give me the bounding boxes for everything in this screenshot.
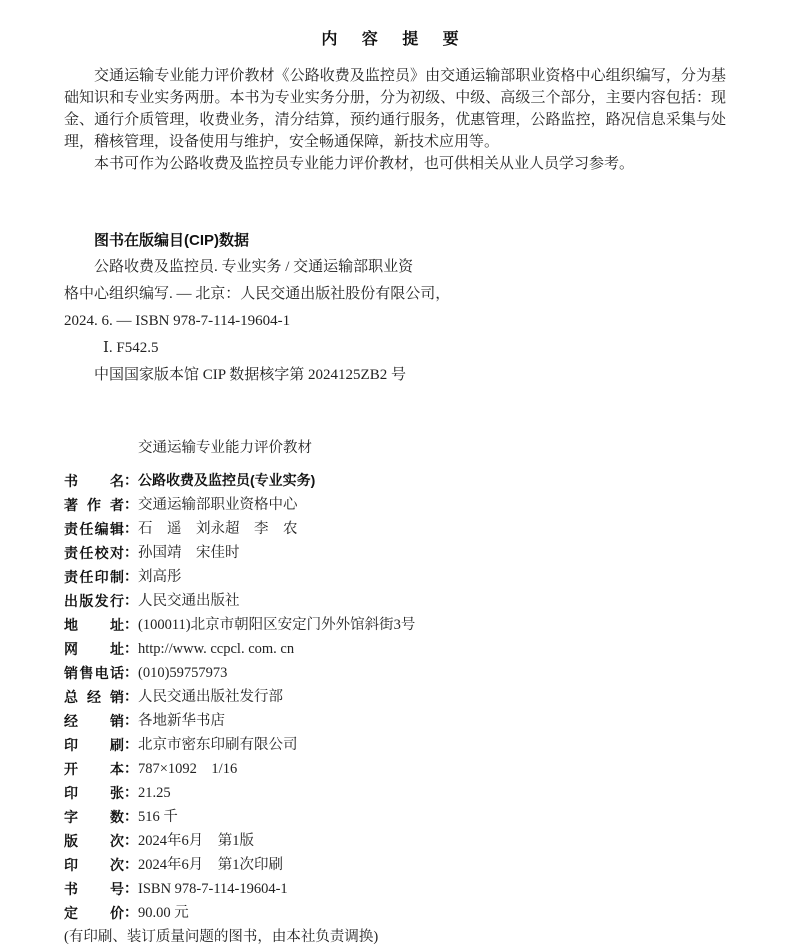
publication-label: 印张 — [64, 785, 124, 801]
publication-label: 书名 — [64, 473, 124, 489]
publication-label: 经销 — [64, 713, 124, 729]
publication-value: 各地新华书店 — [138, 713, 225, 729]
cip-line: 公路收费及监控员. 专业实务 / 交通运输部职业资 — [94, 259, 414, 275]
publication-row — [64, 829, 726, 853]
publication-row — [64, 805, 726, 829]
publication-row — [64, 901, 726, 925]
publication-label: 责任编辑 — [64, 521, 124, 537]
label-colon: ： — [124, 664, 138, 680]
publication-value: 交通运输部职业资格中心 — [138, 497, 298, 513]
publication-label: 责任校对 — [64, 545, 124, 561]
publication-info-list — [64, 469, 726, 925]
label-colon: ： — [124, 736, 138, 752]
label-colon: ： — [124, 568, 138, 584]
publication-label: 定价 — [64, 905, 124, 921]
summary-paragraph: 本书可作为公路收费及监控员专业能力评价教材，也可供相关从业人员学习参考。 — [94, 156, 635, 172]
publication-value: 516 千 — [138, 809, 178, 825]
publication-value: 北京市密东印刷有限公司 — [138, 737, 298, 753]
publication-row — [64, 517, 726, 541]
label-colon: ： — [124, 832, 138, 848]
publication-row — [64, 613, 726, 637]
publication-row — [64, 757, 726, 781]
publication-row — [64, 853, 726, 877]
label-colon: ： — [124, 760, 138, 776]
label-colon: ： — [124, 616, 138, 632]
label-colon: ： — [124, 472, 138, 488]
publication-value: 人民交通出版社发行部 — [138, 689, 283, 705]
publication-label: 地址 — [64, 617, 124, 633]
cip-line: 中国国家版本馆 CIP 数据核字第 2024125ZB2 号 — [94, 367, 406, 383]
label-colon: ： — [124, 520, 138, 536]
quality-note: (有印刷、装订质量问题的图书，由本社负责调换) — [64, 929, 379, 945]
summary-title: 内 容 提 要 — [321, 31, 469, 48]
label-colon: ： — [124, 592, 138, 608]
cip-line: 2024. 6. — ISBN 978-7-114-19604-1 — [64, 313, 291, 329]
label-colon: ： — [124, 688, 138, 704]
publication-value: 刘高彤 — [138, 569, 182, 585]
publication-row — [64, 685, 726, 709]
publication-row — [64, 589, 726, 613]
publication-value: (010)59757973 — [138, 665, 228, 681]
publication-value: 90.00 元 — [138, 905, 189, 921]
summary-paragraph: 交通运输专业能力评价教材《公路收费及监控员》由交通运输部职业资格中心组织编写，分为基础知识和专业实务两册。本书为专业实务分册，分为初级、中级、高级三个部分，主要内容包括：现金、通行介质管理，收费业务，清分结算，预约通行服务，优惠管理，公路监控，路况信息采集与处理，稽核管理，设备使用与维护，安全畅通保障，新技术应用等。 — [64, 68, 726, 150]
publication-row — [64, 661, 726, 685]
publication-label: 开本 — [64, 761, 124, 777]
publication-label: 销售电话 — [64, 665, 124, 681]
publication-value: (100011)北京市朝阳区安定门外外馆斜街3号 — [138, 617, 416, 633]
publication-row — [64, 541, 726, 565]
publication-value: 人民交通出版社 — [138, 593, 240, 609]
label-colon: ： — [124, 712, 138, 728]
publication-row — [64, 493, 726, 517]
publication-label: 字数 — [64, 809, 124, 825]
label-colon: ： — [124, 640, 138, 656]
publication-label: 著作者 — [64, 497, 124, 513]
label-colon: ： — [124, 904, 138, 920]
publication-row — [64, 709, 726, 733]
publication-value: 787×1092 1/16 — [138, 761, 238, 777]
cip-line: Ⅰ. F542.5 — [103, 340, 159, 356]
publication-row — [64, 733, 726, 757]
label-colon: ： — [124, 544, 138, 560]
cip-section — [64, 227, 726, 389]
publication-label: 版次 — [64, 833, 124, 849]
publication-label: 网址 — [64, 641, 124, 657]
content-summary-section — [64, 26, 726, 175]
cip-title: 图书在版编目(CIP)数据 — [94, 232, 249, 249]
label-colon: ： — [124, 880, 138, 896]
publication-label: 印次 — [64, 857, 124, 873]
publication-row — [64, 781, 726, 805]
publication-row — [64, 469, 726, 493]
publication-row — [64, 877, 726, 901]
publication-label: 责任印制 — [64, 569, 124, 585]
publication-label: 书号 — [64, 881, 124, 897]
publication-value: 石 遥 刘永超 李 农 — [138, 521, 298, 537]
publication-label: 出版发行 — [64, 593, 124, 609]
label-colon: ： — [124, 496, 138, 512]
publication-label: 总经销 — [64, 689, 124, 705]
publication-value: 21.25 — [138, 785, 171, 801]
publication-value: ISBN 978-7-114-19604-1 — [138, 881, 288, 897]
label-colon: ： — [124, 856, 138, 872]
label-colon: ： — [124, 808, 138, 824]
label-colon: ： — [124, 784, 138, 800]
publication-label: 印刷 — [64, 737, 124, 753]
publication-value: 公路收费及监控员(专业实务) — [138, 472, 316, 488]
cip-line: 格中心组织编写. — 北京：人民交通出版社股份有限公司， — [64, 286, 451, 302]
publication-row — [64, 565, 726, 589]
publication-value: 2024年6月 第1次印刷 — [138, 857, 283, 873]
publication-value: 2024年6月 第1版 — [138, 833, 254, 849]
publication-value: http://www. ccpcl. com. cn — [138, 641, 295, 657]
publication-row — [64, 637, 726, 661]
publication-value: 孙国靖 宋佳时 — [138, 545, 240, 561]
series-title: 交通运输专业能力评价教材 — [138, 440, 312, 456]
